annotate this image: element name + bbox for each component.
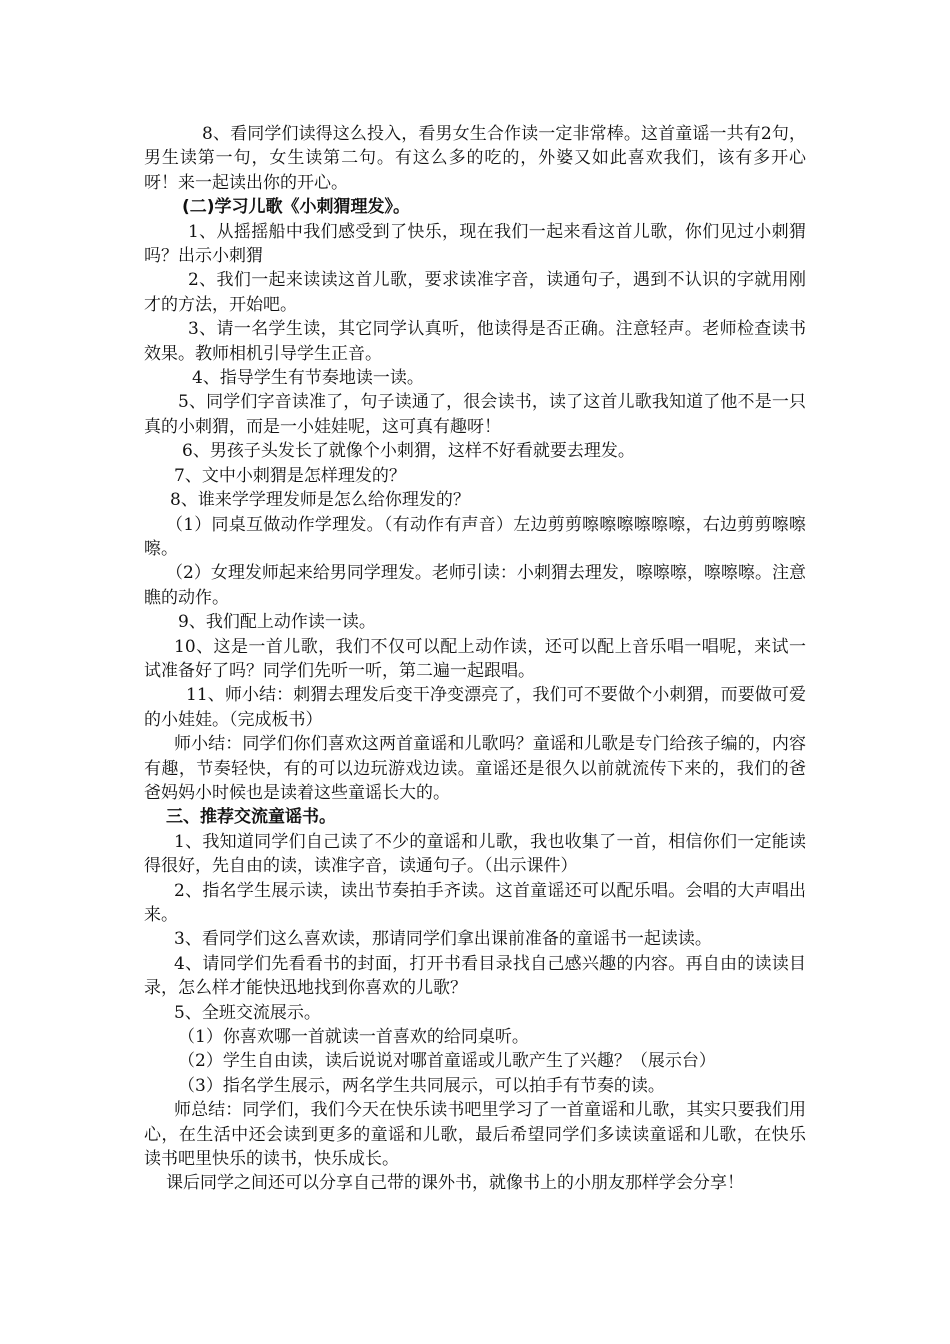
paragraph: （2）学生自由读，读后说说对哪首童谣或儿歌产生了兴趣？（展示台） [178, 1051, 716, 1072]
paragraph: （1）同桌互做动作学理发。（有动作有声音）左边剪剪嚓嚓嚓嚓嚓嚓，右边剪剪嚓嚓嚓。 [144, 514, 806, 559]
paragraph: 11、师小结：刺猬去理发后变干净变漂亮了，我们可不要做个小刺猬，而要做可爱的小娃娃。（完成板书） [144, 685, 806, 730]
section-heading: (二)学习儿歌《小刺猬理发》。 [182, 197, 411, 218]
paragraph: 8、谁来学学理发师是怎么给你理发的？ [170, 490, 470, 511]
paragraph: 5、全班交流展示。 [174, 1002, 321, 1023]
paragraph: 1、我知道同学们自己读了不少的童谣和儿歌，我也收集了一首，相信你们一定能读得很好，先自由的读，读准字音，读通句子。（出示课件） [144, 831, 806, 877]
section-heading: 三、推荐交流童谣书。 [166, 807, 336, 828]
paragraph: 4、指导学生有节奏地读一读。 [192, 368, 424, 389]
paragraph: 2、我们一起来读读这首儿歌，要求读准字音，读通句子，遇到不认识的字就用刚才的方法，开始吧。 [144, 270, 806, 315]
paragraph: 3、看同学们这么喜欢读，那请同学们拿出课前准备的童谣书一起读读。 [174, 929, 712, 950]
paragraph: 7、文中小刺猬是怎样理发的？ [174, 465, 406, 486]
paragraph: 9、我们配上动作读一读。 [178, 612, 376, 633]
paragraph: 6、男孩子头发长了就像个小刺猬，这样不好看就要去理发。 [182, 441, 635, 462]
paragraph: 3、请一名学生读，其它同学认真听，他读得是否正确。注意轻声。老师检查读书效果。教师相机引导学生正音。 [144, 319, 806, 364]
paragraph: 2、指名学生展示读，读出节奏拍手齐读。这首童谣还可以配乐唱。会唱的大声唱出来。 [144, 880, 806, 925]
paragraph: 8、看同学们读得这么投入，看男女生合作读一定非常棒。这首童谣一共有2句，男生读第一句，女生读第二句。有这么多的吃的，外婆又如此喜欢我们，该有多开心呀！来一起读出你的开心。 [144, 124, 806, 193]
paragraph: 10、这是一首儿歌，我们不仅可以配上动作读，还可以配上音乐唱一唱呢，来试一试准备好了吗？同学们先听一听，第二遍一起跟唱。 [144, 636, 806, 681]
paragraph: 1、从摇摇船中我们感受到了快乐，现在我们一起来看这首儿歌，你们见过小刺猬吗？出示小刺猬 [144, 221, 806, 267]
paragraph: （1）你喜欢哪一首就读一首喜欢的给同桌听。 [178, 1027, 529, 1048]
paragraph: （2）女理发师起来给男同学理发。老师引读：小刺猬去理发，嚓嚓嚓，嚓嚓嚓。注意瞧的动作。 [144, 563, 806, 608]
paragraph: （3）指名学生展示，两名学生共同展示，可以拍手有节奏的读。 [178, 1075, 665, 1096]
paragraph: 师总结：同学们，我们今天在快乐读书吧里学习了一首童谣和儿歌，其实只要我们用心，在生活中还会读到更多的童谣和儿歌，最后希望同学们多读读童谣和儿歌，在快乐读书吧里快乐的读书，快乐成长。 [144, 1100, 806, 1170]
document-body [144, 122, 806, 1196]
paragraph: 课后同学之间还可以分享自己带的课外书，就像书上的小朋友那样学会分享！ [166, 1173, 744, 1194]
paragraph: 4、请同学们先看看书的封面，打开书看目录找自己感兴趣的内容。再自由的读读目录，怎么样才能快迅地找到你喜欢的儿歌？ [144, 953, 806, 999]
paragraph: 5、同学们字音读准了，句子读通了，很会读书，读了这首儿歌我知道了他不是一只真的小刺猬，而是一小娃娃呢，这可真有趣呀！ [144, 392, 806, 437]
paragraph: 师小结：同学们你们喜欢这两首童谣和儿歌吗？童谣和儿歌是专门给孩子编的，内容有趣，节奏轻快，有的可以边玩游戏边读。童谣还是很久以前就流传下来的，我们的爸爸妈妈小时候也是读着这些童谣长大的。 [144, 734, 806, 803]
